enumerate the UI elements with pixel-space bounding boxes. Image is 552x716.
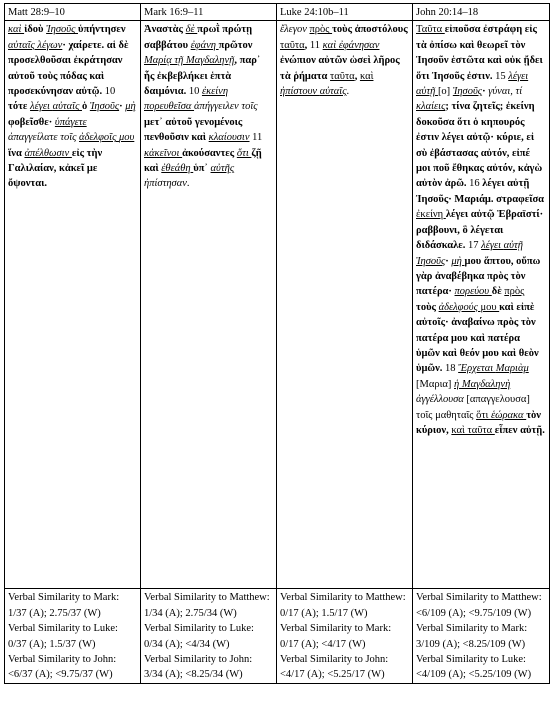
text-run: μου [480,301,500,313]
john-text-cell [413,21,550,589]
luke-greek-text [280,22,409,99]
text-run: ὑπήντησεν [78,24,126,36]
text-run: τοῖς [241,101,258,113]
text-run: καὶ εἰπὲ αὐτοῖς· ἀναβαίνω πρὸς τὸν πατέρα μου καὶ πατέρα ὑμῶν καὶ θεόν μου καὶ θεὸν ὑμῶν. [416,301,539,375]
text-run: πρὸς [309,24,333,36]
text-run: ὑπ᾽ [193,163,211,175]
text-run: πρῶτον [218,39,253,51]
text-run: Μαρίᾳ τῇ Μαγδαληνῇ [144,55,235,67]
text-run: αὐταῖς [52,101,82,113]
text-run: καὶ [322,39,339,51]
text-run: · [482,86,489,98]
text-run: αὐταῖς [319,86,347,98]
text-run: λέγει αὐτῇ Ἰησοῦς· Μαριάμ. στραφεῖσα [416,178,545,205]
similarity-line: Verbal Similarity to John: <4/17 (A); <5.25/17 (W) [280,654,389,681]
text-run: ὅτι [476,409,491,421]
mark-similarity-cell [141,589,277,683]
text-run: κἀκεῖνοι [144,147,183,159]
header-row [5,4,550,21]
text-run: πρὸς [504,286,525,298]
text-run: Ἰησοῦς [89,101,120,113]
text-run: ἀγγέλλουσα [416,394,467,406]
text-run: ὁ [81,101,90,113]
similarity-line: Verbal Similarity to Matthew: 1/34 (A); 2.75/34 (W) [144,592,270,619]
text-run: εἰποῦσα ἐστράφη εἰς τὰ ὀπίσω καὶ θεωρεῖ τὸν Ἰησοῦν ἑστῶτα καὶ οὐκ ᾔδει ὅτι Ἰησοῦς ἐστιν. [416,24,543,82]
text-run: ὑπάγετε [54,116,87,128]
text-run: · [445,255,452,267]
text-run: αὐτῇ Ἰησοῦς [416,240,523,267]
text-run: μὴ [451,255,465,267]
text-run: λέγει [481,240,504,252]
text-run: , παρ᾽ ἧς ἐκβεβλήκει ἑπτὰ δαιμόνια. [144,55,261,98]
text-run: Μαριὰμ [495,363,529,375]
text-run: Ἀναστὰς [144,24,186,36]
text-run: εἶπεν αὐτῇ. [494,424,545,436]
text-run: ἠπίστουν [280,86,320,98]
text-run: ἀπέλθωσιν [24,147,72,159]
john-similarity-cell [413,589,550,683]
similarity-line: Verbal Similarity to Matthew: 0/17 (A); 1.5/17 (W) [280,592,406,619]
text-run: εἰς τὴν Γαλιλαίαν, κἀκεῖ με ὄψονται. [8,147,103,190]
text-run: κλαίουσιν [208,132,250,144]
text-run: ζῇ καὶ [144,147,262,175]
similarity-line: Verbal Similarity to Mark: 1/37 (A); 2.75/37 (W) [8,592,120,619]
text-run: . [346,86,350,98]
text-row [5,21,550,589]
similarity-row [5,589,550,683]
text-run: ἀπήγγειλεν [194,101,242,113]
text-run: [απαγγελουσα] [466,394,530,406]
text-run: μου [118,132,135,144]
similarity-line: Verbal Similarity to John: <6/37 (A); <9.75/37 (W) [8,654,117,681]
text-run: ἀδελφούς [438,301,481,313]
text-run: ; [445,101,452,113]
text-run: ἐφάνη [190,39,219,51]
similarity-line: Verbal Similarity to Mark: 0/17 (A); <4/17 (W) [280,623,392,650]
text-run: 16 [469,178,483,190]
text-run: αὐτῆς [210,163,235,175]
text-run: Ἰησοῦς [452,86,483,98]
text-run: κλαίεις [416,101,446,113]
john-greek-text [416,22,546,438]
text-run: · χαίρετε. αἱ δὲ προσελθοῦσαι ἐκράτησαν αὐτοῦ τοὺς πόδας καὶ προσεκύνησαν αὐτῷ. [8,39,129,98]
similarity-line: Verbal Similarity to Luke: <4/109 (A); <5.25/109 (W) [416,654,532,681]
text-run: τοὺς [416,301,439,313]
text-run: μετ᾽ αὐτοῦ γενομένοις πενθοῦσιν καὶ [144,116,243,144]
text-run: φοβεῖσθε· [8,116,55,128]
text-run: 11 [309,39,323,51]
text-run: 10 [188,86,202,98]
text-run: 18 [445,363,459,375]
text-run: δὲ [491,286,505,298]
text-run: , [304,39,310,51]
mark-text-cell [141,21,277,589]
matthew-similarity-cell [5,589,141,683]
text-run: ἀπαγγείλατε τοῖς [8,132,80,144]
luke-text-cell [277,21,413,589]
text-run: ὅτι [236,147,252,159]
header-mark: Mark 16:9–11 [141,4,277,21]
similarity-line: Verbal Similarity to Luke: 0/34 (A); <4/34 (W) [144,623,254,650]
text-run: ἵνα [8,147,25,159]
text-run: 15 [495,70,509,82]
text-run: καὶ [451,424,468,436]
text-run: Ἰησοῦς [46,24,78,36]
header-matthew: Matt 28:9–10 [5,4,141,21]
similarity-line: Verbal Similarity to Mark: 3/109 (A); <8.25/109 (W) [416,623,528,650]
text-run: ἐφάνησαν [338,39,380,51]
mark-greek-text [144,22,273,191]
text-run: 10 [104,86,116,98]
similarity-line: Verbal Similarity to John: 3/34 (A); <8.25/34 (W) [144,654,253,681]
text-run: ταῦτα [330,70,355,82]
text-run: ἀκούσαντες [182,147,237,159]
matthew-greek-text [8,22,137,191]
text-run: . [186,178,190,190]
text-run: λέγει [30,101,53,113]
text-run: γύναι, τί [488,86,523,98]
text-run: 11 [252,132,263,144]
text-run: ἔλεγον [280,24,310,36]
text-run: · [119,101,126,113]
text-run: Ἔρχεται [458,363,496,375]
text-run: δὲ [185,24,198,36]
text-run: μου ἅπτου, οὔπω γὰρ ἀναβέβηκα πρὸς τὸν πατέρα· [416,255,541,298]
text-run: τοῖς μαθηταῖς [416,409,477,421]
text-run: ταῦτα [280,39,305,51]
luke-similarity-cell [277,589,413,683]
text-run: 17 [468,240,482,252]
text-run: [Μαρια] [416,378,455,390]
text-run: , [354,70,360,82]
text-run: πρωῒ πρώτῃ σαββάτου [144,24,253,51]
matthew-text-cell [5,21,141,589]
text-run: πορευθεῖσα [144,101,195,113]
text-run: Ταῦτα [416,24,445,36]
header-luke: Luke 24:10b–11 [277,4,413,21]
text-run: λέγει αὐτῷ Ἑβραϊστί· ραββουνι, ὃ λέγεται διδάσκαλε. [416,209,544,252]
text-run: τότε [8,101,31,113]
text-run: αὐτῇ [416,86,438,98]
text-run: αὐταῖς λέγων [8,39,63,51]
text-run: τοὺς ἀποστόλους [332,24,408,36]
text-run: καὶ [8,24,25,36]
text-run: ταῦτα [467,424,495,436]
text-run: ἐκείνη [201,86,229,98]
text-run: μὴ [125,101,136,113]
text-run: τὸν κύριον, [416,409,541,436]
text-run: ἰδοὺ [24,24,47,36]
text-run: πορεύου [454,286,492,298]
text-run: ἐθεάθη [161,163,194,175]
text-run: ἠπίστησαν [144,178,187,190]
text-run: τίνα ζητεῖς; ἐκείνη δοκοῦσα ὅτι ὁ κηπουρός ἐστιν λέγει αὐτῷ· κύριε, εἰ σὺ ἐβάστασας αὐτόν, εἰπέ μοι ποῦ ἔθηκας αὐτόν, κἀγὼ αὐτὸν ἀρῶ. [416,101,543,190]
text-run: καὶ [359,70,374,82]
text-run: [ο] [437,86,453,98]
synopsis-table [4,3,550,684]
similarity-line: Verbal Similarity to Matthew: <6/109 (A); <9.75/109 (W) [416,592,542,619]
header-john: John 20:14–18 [413,4,550,21]
text-run: ἐκείνη [416,209,446,221]
text-run: ἐνώπιον αὐτῶν ὡσεὶ λῆρος τὰ ῥήματα [280,55,400,82]
text-run: ἀδελφοῖς [79,132,119,144]
similarity-line: Verbal Similarity to Luke: 0/37 (A); 1.5/37 (W) [8,623,118,650]
text-run: ἡ Μαγδαληνὴ [454,378,511,390]
text-run: λέγει [508,70,529,82]
text-run: ἑώρακα [490,409,527,421]
